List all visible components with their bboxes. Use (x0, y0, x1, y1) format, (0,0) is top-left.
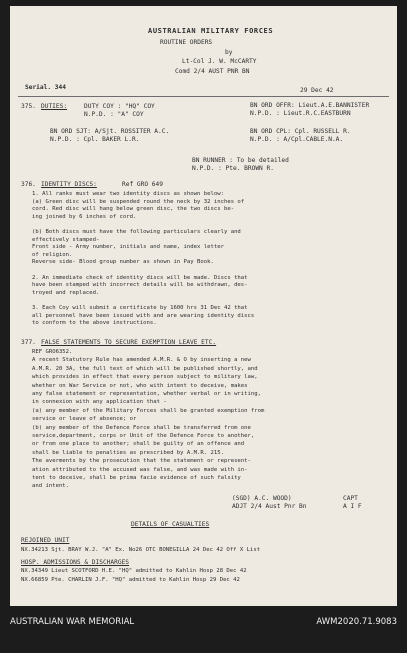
text-line: tent to deceive, shall be prima facie evidence of such falsity (32, 475, 241, 481)
text-line: all personnel have been issued with and are wearing identity discs (32, 312, 255, 319)
bn-runner-npd: N.P.D. : Pte. BROWN R. (192, 165, 274, 172)
document-title: AUSTRALIAN MILITARY FORCES (148, 27, 274, 35)
para-377-number: 377. (21, 339, 36, 346)
text-line: The averments by the prosecution that the statement or represent- (32, 458, 251, 465)
para-375-title: DUTIES: (41, 103, 68, 110)
bn-ord-offr-npd: N.P.D. : Lieut.R.C.EASTBURN (250, 110, 351, 117)
footer-accession-number: AWM2020.71.9083 (316, 617, 397, 627)
text-line: effectively stamped- (32, 236, 100, 243)
header-unit: Comd 2/4 AUST PNR BN (175, 68, 250, 75)
serial-number: Serial. 344 (25, 84, 66, 91)
signature-aif: A I F (343, 503, 362, 510)
text-line: any false statement or representation, whether verbal or in writing, (32, 391, 262, 397)
header-by: by (225, 49, 233, 56)
text-line: A.M.R. 20 3A, the full text of which will be published shortly, and (32, 365, 258, 372)
text-line: ing joined by 6 inches of cord. (32, 213, 137, 220)
footer-institution: AUSTRALIAN WAR MEMORIAL (10, 617, 135, 627)
para-376-title: IDENTITY DISCS: (41, 181, 97, 188)
bn-runner: BN RUNNER : To be detailed (192, 157, 289, 164)
hosp-entry: NX.66859 Pte. CHARLIN J.F. "HQ" admitted to Kahlin Hosp 29 Dec 42 (21, 577, 240, 583)
text-line: and intent. (32, 483, 70, 490)
rejoined-unit-heading: REJOINED UNIT (21, 537, 70, 544)
text-line: (a) any member of the Military Forces shall be granted exemption from (32, 407, 265, 414)
text-line: which provides in effect that every person subject to military law, (32, 374, 258, 381)
text-line: to conform to the above instructions. (32, 320, 157, 327)
text-line: service or leave of absence; or (32, 416, 137, 423)
order-date: 29 Dec 42 (300, 87, 334, 94)
text-line: ation attributed to the accused was false, and was made with in- (32, 466, 248, 473)
text-line: in connexion with any application that - (32, 399, 167, 406)
bn-ord-cpl-npd: N.P.D. : A/Cpl.CABLE.N.A. (250, 136, 344, 143)
text-line: Reverse side- Blood group number as shown in Pay Book. (32, 259, 214, 266)
text-line: 2. An immediate check of identity discs will be made. Discs that (32, 274, 248, 281)
text-line: have been stamped with incorrect details will be withdrawn, des- (32, 282, 248, 289)
header-routine-orders: ROUTINE ORDERS (160, 39, 213, 46)
bn-ord-cpl: BN ORD CPL: Cpl. RUSSELL R. (250, 128, 351, 135)
text-line: whether on War Service or not, who with intent to deceive, makes (32, 382, 248, 389)
header-commander: Lt-Col J. W. McCARTY (182, 58, 257, 65)
text-line: A recent Statutory Rule has amended A.M.R. & O by inserting a new (32, 357, 251, 364)
text-line: (b) any member of the Defence Force shall be transferred from one (32, 424, 251, 431)
text-line: shall be liable to penalties as prescribed by A.M.R. 215. (32, 449, 224, 456)
document-page (10, 6, 397, 606)
duty-coy-npd: N.P.D. : "A" COY (84, 111, 144, 118)
text-line: (a) Green disc will be suspended round the neck by 32 inches of (32, 198, 245, 205)
text-line: service,department, corps or Unit of the Defence Force to another, (32, 433, 255, 439)
separator-line (18, 96, 389, 97)
text-line: or from one place to another; shall be guilty of an offence and (32, 441, 245, 448)
text-line: cord. Red disc will hang below green disc, the two discs be- (32, 206, 235, 213)
signature-appointment: ADJT 2/4 Aust Pnr Bn (232, 503, 307, 510)
text-line: 1. All ranks must wear two identity discs as shown below: (32, 191, 224, 197)
rejoined-entry: NX.34213 Sjt. BRAY W.J. "A" Ex. No26 OTC BONEGILLA 24 Dec 42 Off X List (21, 547, 261, 553)
bn-ord-offr: BN ORD OFFR: Lieut.A.E.BANNISTER (250, 102, 370, 109)
text-line: of religion. (32, 251, 73, 258)
hosp-entry: NX.34349 Lieut SCOTFORD H.E. "HQ" admitted to Kahlin Hosp 28 Dec 42 (21, 568, 247, 574)
casualties-title: DETAILS OF CASUALTIES (131, 521, 210, 528)
text-line: troyed and replaced. (32, 289, 100, 296)
archive-footer (0, 612, 407, 648)
bn-ord-sjt: BN ORD SJT: A/Sjt. ROSSITER A.C. (50, 128, 170, 135)
bn-ord-sjt-npd: N.P.D. : Cpl. BAKER L.R. (50, 136, 140, 143)
text-line: 3. Each Coy will submit a certificate by 1600 hrs 31 Dec 42 that (32, 305, 248, 311)
para-377-title: FALSE STATEMENTS TO SECURE EXEMPTION LEAVE ETC. (41, 339, 217, 346)
duty-coy: DUTY COY : "HQ" COY (84, 103, 155, 110)
text-line: (b) Both discs must have the following particulars clearly and (32, 229, 241, 235)
para-376-reference: Ref GRO 649 (122, 181, 163, 188)
text-line: REF GRO6352. (32, 349, 73, 355)
text-line: Front side - Army number, initials and name, index letter (32, 244, 224, 251)
hosp-heading: HOSP. ADMISSIONS & DISCHARGES (21, 559, 130, 566)
para-376-number: 376. (21, 181, 36, 188)
para-375-number: 375. (21, 103, 36, 110)
signature-name: (SGD) A.C. WOOD) (232, 495, 292, 502)
signature-rank: CAPT (343, 495, 358, 502)
